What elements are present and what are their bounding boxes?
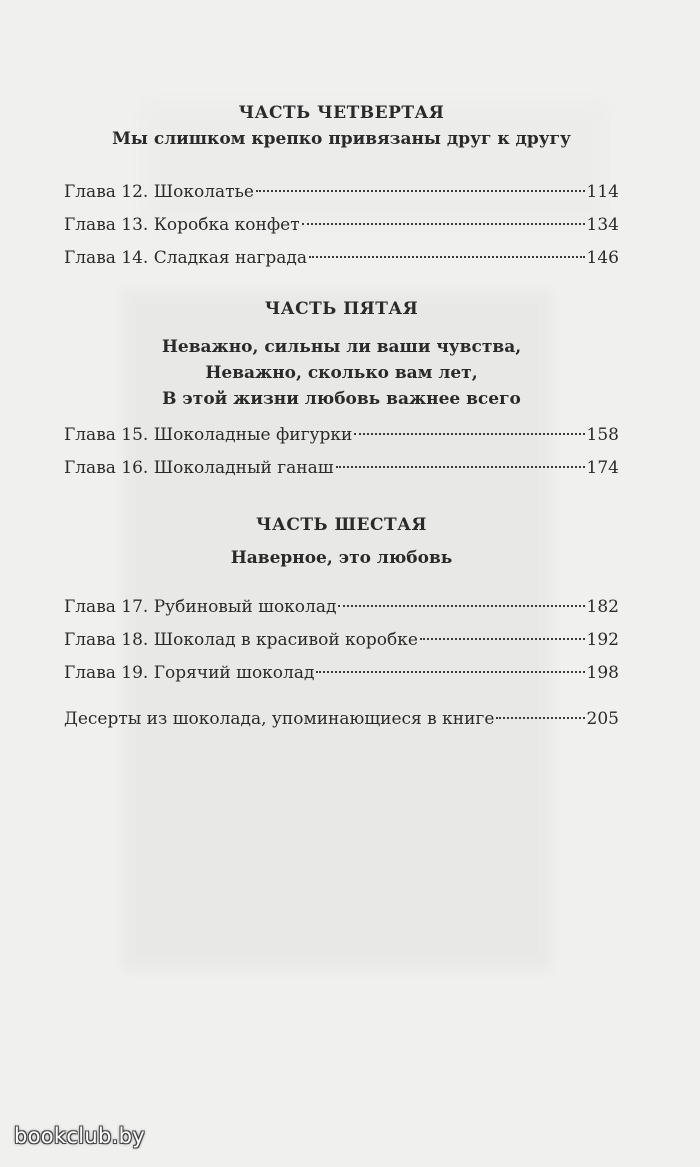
toc-entry-label: Глава 18. Шоколад в красивой коробке bbox=[64, 630, 418, 650]
toc-entry-appendix[interactable] bbox=[64, 703, 619, 736]
part-six-title: ЧАСТЬ ШЕСТАЯ bbox=[255, 515, 428, 535]
dot-leader bbox=[309, 256, 585, 258]
part-six-subtitle: Наверное, это любовь bbox=[230, 548, 453, 568]
toc-entry-label: Глава 12. Шоколатье bbox=[64, 182, 254, 202]
part-four-subtitle: Мы слишком крепко привязаны друг к другу bbox=[112, 129, 571, 149]
toc-entry-page: 192 bbox=[586, 630, 619, 650]
toc-entry[interactable] bbox=[64, 176, 619, 209]
toc-entry[interactable] bbox=[64, 242, 619, 275]
part-five-subtitle-line: Неважно, сильны ли ваши чувства, bbox=[161, 337, 522, 357]
toc-entry-label: Глава 19. Горячий шоколад bbox=[64, 663, 315, 683]
part-six-entries bbox=[64, 591, 619, 690]
toc-entry-page: 182 bbox=[586, 597, 619, 617]
part-five-subtitle-line: В этой жизни любовь важнее всего bbox=[162, 389, 521, 409]
part-five-entries bbox=[64, 419, 619, 485]
part-four-title: ЧАСТЬ ЧЕТВЕРТАЯ bbox=[238, 103, 445, 123]
toc-entry[interactable] bbox=[64, 657, 619, 690]
toc-entry-page: 114 bbox=[586, 182, 619, 202]
toc-entry-page: 146 bbox=[586, 248, 619, 268]
toc-entry-label: Глава 13. Коробка конфет bbox=[64, 215, 300, 235]
toc-entry-label: Глава 17. Рубиновый шоколад bbox=[64, 597, 337, 617]
site-watermark: bookclub.by bbox=[14, 1124, 145, 1148]
toc-entry-label: Десерты из шоколада, упоминающиеся в книге bbox=[64, 709, 495, 729]
dot-leader bbox=[336, 466, 585, 468]
toc-entry[interactable] bbox=[64, 419, 619, 452]
dot-leader bbox=[316, 671, 584, 673]
toc-entry-page: 174 bbox=[586, 458, 619, 478]
part-five-section bbox=[64, 296, 619, 485]
toc-entry-page: 158 bbox=[586, 425, 619, 445]
toc-entry[interactable] bbox=[64, 452, 619, 485]
dot-leader bbox=[256, 190, 585, 192]
part-six-section bbox=[64, 512, 619, 690]
dot-leader bbox=[354, 433, 584, 435]
toc-entry[interactable] bbox=[64, 624, 619, 657]
part-four-entries bbox=[64, 176, 619, 275]
part-four-section bbox=[64, 100, 619, 275]
part-five-subtitle-line: Неважно, сколько вам лет, bbox=[205, 363, 478, 383]
part-five-title: ЧАСТЬ ПЯТАЯ bbox=[264, 299, 419, 319]
toc-entry-page: 134 bbox=[586, 215, 619, 235]
toc-entry-label: Глава 14. Сладкая награда bbox=[64, 248, 308, 268]
toc-entry-label: Глава 16. Шоколадный ганаш bbox=[64, 458, 334, 478]
dot-leader bbox=[420, 638, 585, 640]
dot-leader bbox=[496, 717, 584, 719]
toc-entry-label: Глава 15. Шоколадные фигурки bbox=[64, 425, 353, 445]
toc-entry-page: 198 bbox=[586, 663, 619, 683]
toc-entry[interactable] bbox=[64, 591, 619, 624]
toc-entry[interactable] bbox=[64, 209, 619, 242]
appendix-section bbox=[64, 703, 619, 736]
toc-entry-page: 205 bbox=[586, 709, 619, 729]
dot-leader bbox=[338, 605, 584, 607]
dot-leader bbox=[302, 223, 585, 225]
